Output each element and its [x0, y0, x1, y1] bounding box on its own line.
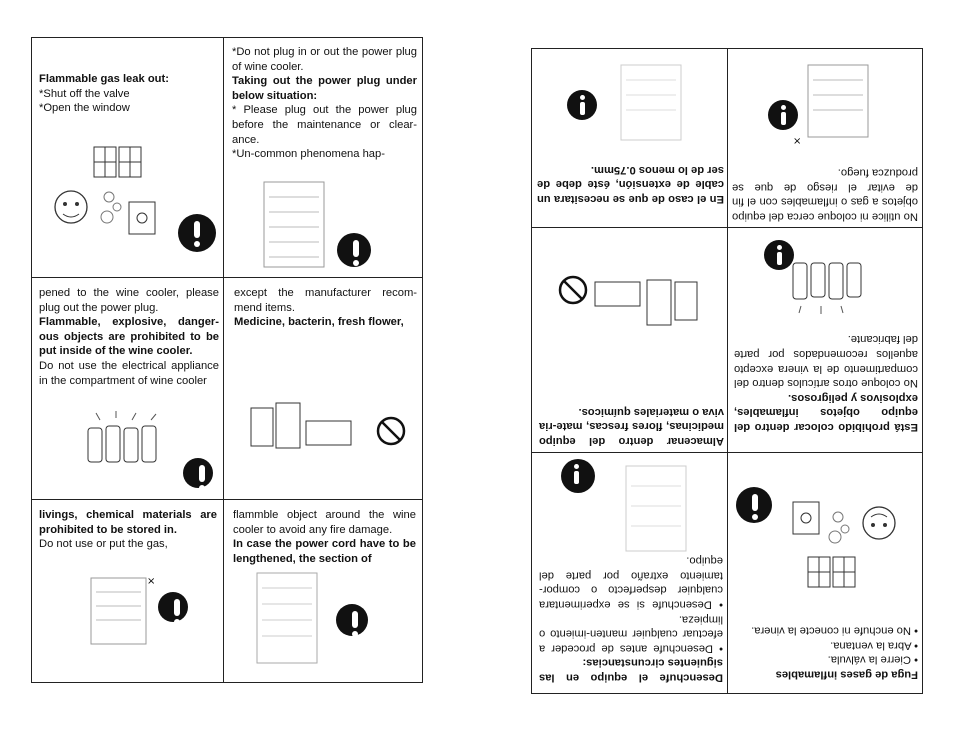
left-cell-1-line-2: *Shut off the valve — [39, 87, 130, 100]
left-cell-2-line-4: *Un-common phenomena hap- — [232, 148, 385, 161]
gas-leak-illustration — [39, 142, 174, 247]
bottles-illustration — [66, 408, 176, 468]
left-cell-5-line-2: Do not use or put the gas, — [39, 538, 168, 551]
right-cell-5 — [531, 453, 728, 694]
left-cell-4-text — [234, 286, 417, 330]
right-cell-2-text — [732, 165, 918, 223]
left-cell-4-line-2: Medicine, bacterin, fresh flower, — [234, 316, 404, 329]
right-cell-6-line-2: • Cierre la válvula. — [827, 653, 918, 666]
right-cell-5-line-1: Desenchufe el equipo en las siguientes circunstancias: — [539, 656, 723, 684]
warning-exclamation-icon — [178, 214, 216, 252]
info-icon — [736, 487, 772, 523]
info-icon — [567, 90, 597, 120]
right-cell-5-line-3: • Desenchufe si se experimentara cualquier desperfecto o compor-tamiento extraño por parte del equipo. — [539, 554, 723, 611]
left-cell-5 — [31, 500, 224, 683]
left-cell-5-line-1: livings, chemical materials are prohibited to be stored in. — [39, 509, 217, 536]
left-cell-6-line-2: In case the power cord have to be lengthened, the section of — [233, 538, 416, 565]
warning-exclamation-icon — [158, 592, 188, 622]
wine-cooler-illustration — [252, 568, 322, 668]
info-icon — [768, 100, 798, 130]
wine-cooler-gas-illustration — [81, 570, 161, 650]
gas-leak-illustration — [783, 487, 913, 597]
left-cell-3-line-3: Do not use the electrical appliance in the compartment of wine cooler — [39, 359, 219, 387]
info-icon — [561, 459, 595, 493]
right-cell-2 — [728, 48, 923, 228]
medicine-boxes-illustration — [246, 393, 416, 463]
left-cell-1-line-1: Flammable gas leak out: — [39, 73, 169, 85]
svg-text:×: × — [147, 576, 156, 587]
left-cell-6-line-1: flammble object around the wine cooler to avoid any fire damage. — [233, 509, 416, 536]
right-cell-6 — [728, 453, 923, 694]
right-cell-6-line-3: • Abra la ventana. — [830, 639, 918, 652]
left-cell-1 — [31, 37, 224, 278]
left-cell-1-text — [39, 72, 214, 116]
left-cell-6 — [224, 500, 423, 683]
right-cell-5-line-2: • Desenchufe antes de proceder a efectuar cualquier manten-imiento o limpieza. — [539, 612, 723, 655]
svg-text:×: × — [793, 136, 802, 145]
medicine-boxes-illustration — [555, 270, 725, 340]
left-cell-3-line-1: pened to the wine cooler, please plug out the power plug. — [39, 287, 219, 314]
right-cell-2-line-1: No utilice ni coloque cerca del equipo objetos a gas o inflamables con el fin de evitar el riesgo de que se produzca fuego. — [732, 166, 918, 223]
right-cell-1 — [531, 48, 728, 228]
left-cell-2-line-2: Taking out the power plug under below situation: — [232, 75, 417, 102]
left-cell-3 — [31, 278, 224, 500]
bottles-illustration — [773, 258, 883, 318]
warning-exclamation-icon — [337, 233, 371, 267]
right-cell-4-line-1: Está prohibido colocar dentro del equipo objetos inflamables, explosivos y peligrosos. — [734, 391, 918, 434]
left-cell-2-line-3: * Please plug out the power plug before the maintenance or clear-ance. — [232, 104, 417, 146]
left-cell-4-line-1: except the manufacturer recom-mend items. — [234, 287, 417, 314]
right-cell-4 — [728, 228, 923, 453]
left-cell-3-line-2: Flammable, explosive, danger-ous objects are prohibited to be put inside of the wine cooler. — [39, 316, 219, 358]
wine-cooler-illustration — [259, 177, 329, 272]
left-cell-2 — [224, 37, 423, 278]
left-cell-4 — [224, 278, 423, 500]
warning-exclamation-icon — [336, 604, 368, 636]
right-cell-3 — [531, 228, 728, 453]
right-cell-6-line-4: • No enchufe ni conecte la vinera. — [751, 624, 918, 637]
warning-exclamation-icon — [183, 458, 213, 488]
right-cell-3-text — [539, 404, 724, 448]
left-cell-5-text — [39, 508, 217, 552]
right-cell-4-line-2: No coloque otros artículos dentro del compartimento de la vinera excepto aquellos recomendados por parte del fabricante. — [734, 333, 918, 390]
left-cell-2-text — [232, 45, 417, 162]
right-cell-5-text — [539, 553, 723, 684]
left-cell-3-text — [39, 286, 219, 388]
wine-cooler-illustration — [621, 461, 691, 556]
right-cell-1-text — [537, 162, 724, 206]
right-cell-4-text — [734, 332, 918, 434]
wine-cooler-illustration — [616, 60, 686, 145]
left-cell-2-line-1: *Do not plug in or out the power plug of wine cooler. — [232, 46, 417, 73]
left-cell-1-line-3: *Open the window — [39, 102, 130, 115]
right-cell-3-line-1: Almacenar dentro del equipo medicinas, flores frescas, mate-ria viva o materiales químicos. — [539, 405, 724, 447]
right-cell-6-line-1: Fuga de gases inflamables — [775, 668, 918, 681]
left-cell-6-text — [233, 508, 416, 566]
wine-cooler-gas-illustration — [788, 60, 908, 145]
right-cell-1-line-1: En el caso de que se necesitara un cable de extensión, éste debe de ser de lo menos 0.75mm. — [537, 163, 724, 205]
right-cell-6-text — [736, 623, 918, 681]
